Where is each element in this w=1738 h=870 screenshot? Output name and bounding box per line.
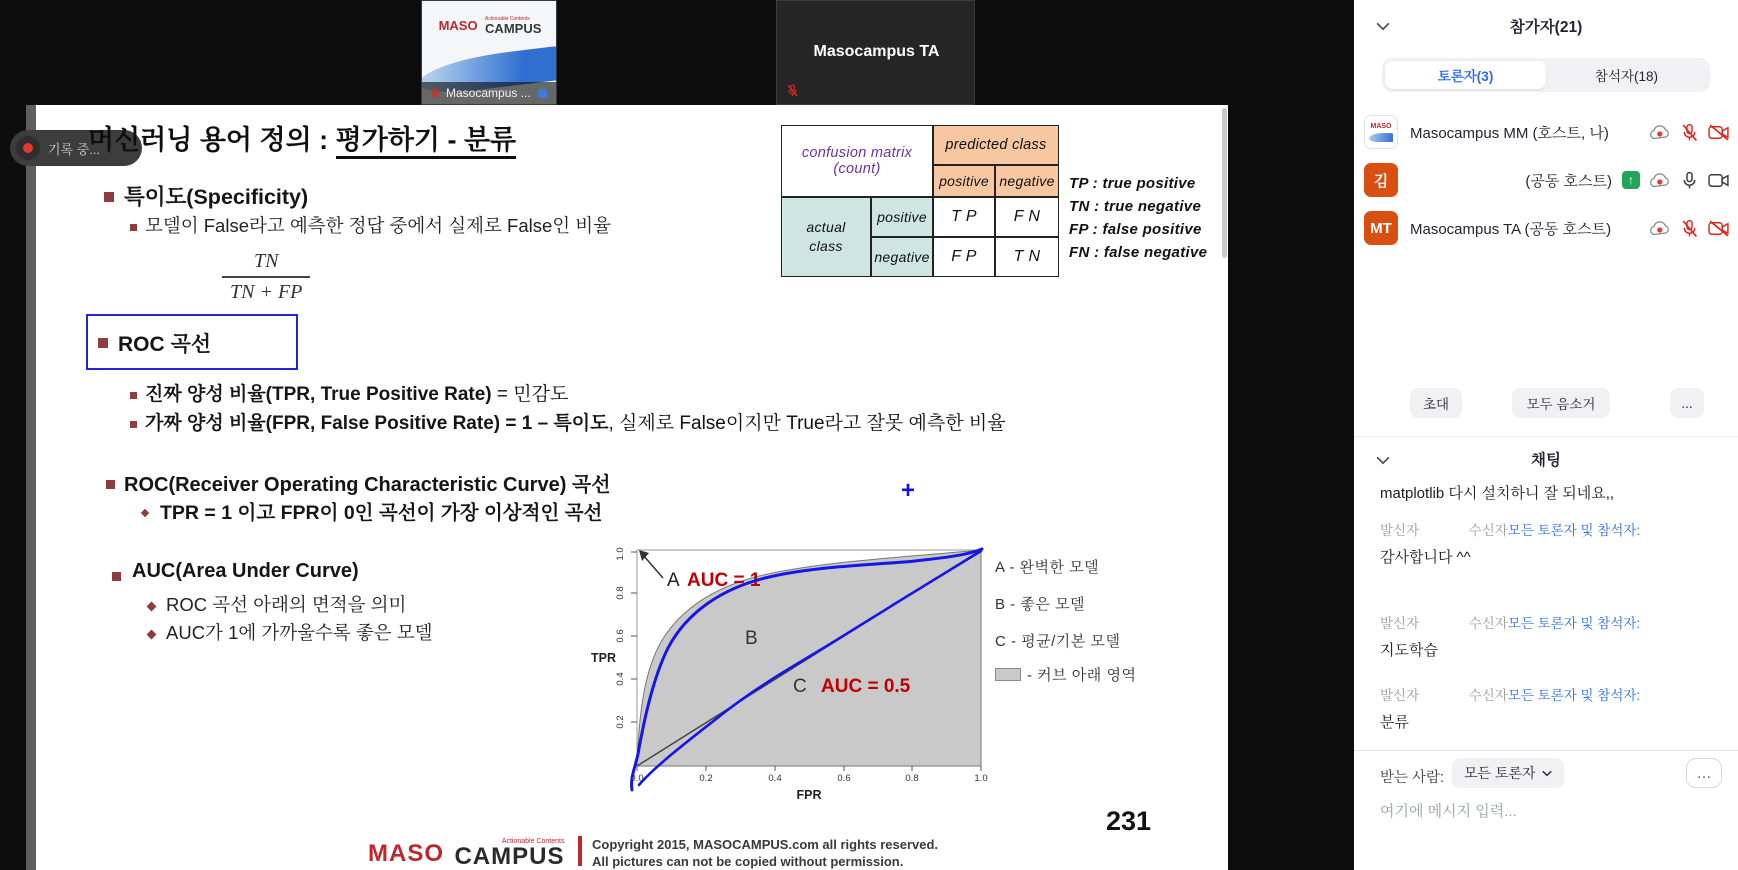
- chat-message: 지도학습: [1380, 642, 1438, 659]
- participants-chat-panel: [1354, 0, 1738, 870]
- cmx-actual: actual class: [781, 197, 871, 277]
- cmx-col-positive: positive: [933, 165, 995, 197]
- svg-text:0.6: 0.6: [615, 629, 626, 643]
- video-tile-masocampus[interactable]: [421, 0, 557, 105]
- copyright-line2: All pictures can not be copied without permission.: [592, 854, 904, 869]
- cmx-legend-fn: FN : false negative: [1069, 244, 1208, 261]
- video-off-icon: [1708, 220, 1730, 237]
- video-tile-name: Masocampus ...: [446, 86, 531, 100]
- chat-message: matplotlib 다시 설치하니 잘 되네요,,: [1380, 485, 1615, 502]
- roc-box-label: ROC 곡선: [118, 333, 212, 356]
- share-scrollbar[interactable]: [1222, 108, 1227, 258]
- recipient-dropdown[interactable]: [1452, 758, 1564, 788]
- cmx-tp: T P: [933, 197, 995, 237]
- record-dot-icon: [16, 136, 40, 160]
- tpr-line-rest: = 민감도: [491, 384, 569, 405]
- chart-label-c: C: [793, 676, 807, 697]
- share-edge-strip: [26, 105, 36, 870]
- cmx-fp: F P: [933, 237, 995, 277]
- page-number: 231: [1106, 806, 1152, 836]
- recording-cloud-icon: [1649, 172, 1671, 189]
- chat-message-meta: 발신자 수신자모든 토론자 및 참석자:: [1380, 688, 1641, 703]
- cmx-tn: T N: [995, 237, 1059, 277]
- footer-logo-maso: MASO: [368, 840, 444, 867]
- participants-more-button[interactable]: ...: [1670, 388, 1704, 418]
- chart-label-auc05: AUC = 0.5: [821, 676, 911, 697]
- recipient-dropdown-value: 모든 토론자: [1464, 765, 1536, 781]
- auc-sub1: ROC 곡선 아래의 면적을 의미: [166, 594, 407, 615]
- mic-muted-icon: [429, 87, 441, 99]
- cmx-legend: [1069, 172, 1207, 264]
- recording-cloud-icon: [1649, 124, 1671, 141]
- meta-to-label: 수신자: [1468, 523, 1508, 538]
- chevron-down-icon: [1542, 770, 1552, 777]
- tab-attendees[interactable]: 참석자(18): [1594, 69, 1659, 84]
- video-tile-ta-name: Masocampus TA: [813, 43, 940, 60]
- meta-from-label: 발신자: [1380, 523, 1420, 538]
- participant-name: (공동 호스트): [1525, 172, 1612, 190]
- participants-tabs: [1382, 58, 1710, 92]
- svg-text:0.6: 0.6: [837, 773, 851, 784]
- cmx-legend-fp: FP : false positive: [1069, 221, 1202, 238]
- chart-legend: [995, 556, 1136, 685]
- recording-label: 기록 중...: [48, 141, 101, 157]
- video-on-icon: [1708, 172, 1730, 189]
- specificity-desc: 모델이 False라고 예측한 정답 중에서 실제로 False인 비율: [145, 215, 612, 236]
- maso-logo: [422, 17, 557, 35]
- cmx-title: confusion matrix (count): [781, 125, 933, 197]
- slide-title-underlined: 평가하기 - 분류: [336, 125, 517, 159]
- video-off-icon: [1708, 124, 1730, 141]
- auc-heading: AUC(Area Under Curve): [132, 560, 359, 582]
- meta-recipient: 모든 토론자 및 참석자:: [1507, 523, 1641, 538]
- invite-button[interactable]: 초대: [1410, 388, 1462, 418]
- slide-title-prefix: 머신러닝 용어 정의 :: [88, 125, 336, 155]
- roc-curve-heading: ROC(Receiver Operating Characteristic Curve) 곡선: [124, 474, 611, 496]
- chart-ylabel: TPR: [591, 651, 616, 665]
- cmx-fn: F N: [995, 197, 1059, 237]
- tpr-line: [145, 379, 568, 406]
- participants-title: 참가자(21): [1509, 19, 1583, 36]
- mic-muted-icon: [1680, 123, 1699, 142]
- svg-text:0.8: 0.8: [905, 773, 919, 784]
- maso-logo-maso: MASO: [438, 18, 478, 33]
- footer-logo-tagline: Actionable Contents: [501, 838, 565, 845]
- roc-chart: [575, 540, 1005, 808]
- window-edge: [0, 105, 26, 870]
- footer-logo-campus: CAMPUS: [454, 843, 565, 870]
- screen-share-badge: ↑: [1622, 171, 1640, 189]
- chart-label-auc1: AUC = 1: [687, 570, 761, 591]
- legend-area-swatch: [995, 668, 1021, 681]
- annotation-plus-cursor: +: [901, 477, 916, 504]
- specificity-heading: 특이도(Specificity): [124, 185, 309, 209]
- copyright-line1: Copyright 2015, MASOCAMPUS.com all rights reserved.: [592, 837, 939, 852]
- mic-muted-icon: [786, 84, 799, 97]
- cmx-row-positive: positive: [871, 197, 933, 237]
- tpr-line-bold: 진짜 양성 비율(TPR, True Positive Rate): [145, 384, 492, 405]
- chart-xlabel: FPR: [796, 788, 822, 802]
- cmx-row-negative: negative: [871, 237, 933, 277]
- participant-row[interactable]: [1364, 158, 1732, 202]
- svg-text:1.0: 1.0: [615, 547, 626, 561]
- cmx-col-negative: negative: [995, 165, 1059, 197]
- chart-legend-b: B - 좋은 모델: [995, 596, 1085, 613]
- chat-more-button[interactable]: …: [1686, 758, 1722, 788]
- mic-on-icon: [1680, 171, 1699, 190]
- footer-copyright: [592, 836, 938, 870]
- svg-text:0.4: 0.4: [615, 672, 626, 686]
- svg-text:0.2: 0.2: [699, 773, 713, 784]
- participant-row[interactable]: [1364, 110, 1732, 154]
- avatar: 김: [1364, 163, 1398, 197]
- mic-muted-icon: [1680, 219, 1699, 238]
- roc-curve-sub: TPR = 1 이고 FPR이 0인 곡선이 가장 이상적인 곡선: [160, 502, 603, 524]
- cmx-predicted: predicted class: [933, 125, 1059, 165]
- fpr-line-rest: , 실제로 False이지만 True라고 잘못 예측한 비율: [608, 413, 1006, 434]
- chat-title: 채팅: [1531, 452, 1561, 469]
- participant-name: Masocampus MM (호스트, 나): [1410, 124, 1609, 142]
- chart-label-a: A: [667, 570, 680, 591]
- svg-text:0.2: 0.2: [615, 715, 626, 729]
- svg-text:1.0: 1.0: [974, 773, 988, 784]
- chart-legend-a: A - 완벽한 모델: [995, 559, 1100, 576]
- participant-name: Masocampus TA (공동 호스트): [1410, 220, 1612, 238]
- chat-message: 분류: [1380, 714, 1409, 731]
- avatar: MT: [1364, 211, 1398, 245]
- svg-text:0.8: 0.8: [615, 586, 626, 600]
- chart-legend-area: - 커브 아래 영역: [995, 664, 1136, 685]
- formula-numerator: TN: [253, 250, 279, 272]
- fpr-line-bold: 가짜 양성 비율(FPR, False Positive Rate) = 1 – 특이도: [145, 413, 609, 434]
- cmx-legend-tp: TP : true positive: [1069, 175, 1196, 192]
- avatar: MASO: [1364, 115, 1398, 149]
- auc-sub2: AUC가 1에 가까울수록 좋은 모델: [166, 622, 433, 643]
- chat-message-meta: 발신자 수신자모든 토론자 및 참석자:: [1380, 616, 1641, 631]
- recording-cloud-icon: [1649, 220, 1671, 237]
- chart-label-b: B: [745, 628, 758, 649]
- participant-row[interactable]: [1364, 206, 1732, 250]
- mute-all-button[interactable]: 모두 음소거: [1512, 388, 1610, 418]
- tab-panelists[interactable]: 토론자(3): [1385, 61, 1546, 89]
- send-to-label: 받는 사람:: [1380, 770, 1445, 786]
- chat-message-meta: [1380, 519, 1640, 539]
- maso-logo-tagline: Actionable Contents: [485, 16, 530, 22]
- footer-red-bar: [578, 836, 582, 866]
- specificity-formula: [222, 250, 310, 304]
- slide-title: [88, 118, 516, 157]
- cmx-legend-tn: TN : true negative: [1069, 198, 1202, 215]
- svg-text:0.0: 0.0: [630, 773, 644, 784]
- footer-logo: [368, 838, 564, 868]
- pinned-badge-icon: [538, 89, 547, 98]
- video-tile-name-bar: [422, 82, 557, 104]
- chat-message-input[interactable]: [1378, 802, 1708, 821]
- confusion-matrix-table: [781, 125, 1059, 277]
- chat-message: 감사합니다 ^^: [1380, 549, 1471, 566]
- fpr-line: [145, 408, 1006, 435]
- chart-legend-c: C - 평균/기본 모델: [995, 633, 1121, 650]
- formula-denominator: TN + FP: [222, 276, 310, 304]
- maso-logo-campus: CAMPUS: [485, 21, 542, 36]
- avatar-wave: [1369, 133, 1393, 142]
- video-tile-masocampus-ta[interactable]: [776, 0, 975, 105]
- svg-text:0.4: 0.4: [768, 773, 782, 784]
